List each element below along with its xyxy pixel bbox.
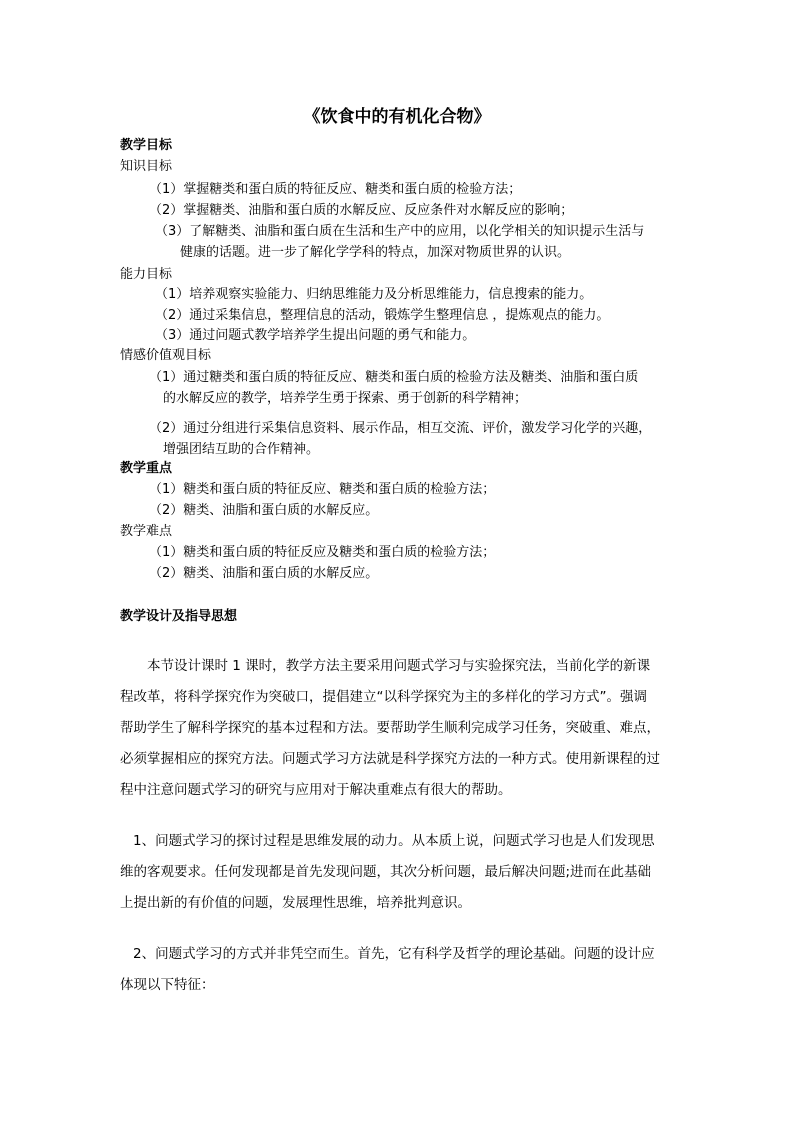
paragraph-line: 本节设计课时 1 课时，教学方法主要采用问题式学习与实验探究法，当前化学的新课 (147, 658, 651, 674)
design-paragraph-2 (120, 826, 655, 919)
ability-heading: 能力目标 (120, 267, 173, 282)
emotion-item-continued: 增强团结互助的合作精神。 (163, 442, 320, 457)
paragraph-line: 必须掌握相应的探究方法。问题式学习方法就是科学探究方法的一种方式。使用新课程的过 (120, 751, 660, 767)
document-title: 《饮食中的有机化合物》 (303, 107, 491, 127)
knowledge-item: （1）掌握糖类和蛋白质的特征反应、糖类和蛋白质的检验方法； (149, 182, 522, 197)
knowledge-item: （3）了解糖类、油脂和蛋白质在生活和生产中的应用，以化学相关的知识提示生活与 (155, 224, 645, 239)
paragraph-line: 帮助学生了解科学探究的基本过程和方法。要帮助学生顺利完成学习任务，突破重、难点， (120, 720, 660, 736)
ability-item: （2）通过采集信息，整理信息的活动，锻炼学生整理信息 ，提炼观点的能力。 (155, 308, 610, 323)
design-paragraph-1 (120, 651, 660, 806)
paragraph-line: 1、问题式学习的探讨过程是思维发展的动力。从本质上说，问题式学习也是人们发现思 (133, 833, 655, 849)
objectives-heading: 教学目标 (120, 138, 173, 153)
paragraph-line: 2、问题式学习的方式并非凭空而生。首先，它有科学及哲学的理论基础。问题的设计应 (133, 946, 655, 962)
ability-item: （3）通过问题式教学培养学生提出问题的勇气和能力。 (155, 328, 476, 343)
knowledge-item: （2）掌握糖类、油脂和蛋白质的水解反应、反应条件对水解反应的影响； (149, 203, 574, 218)
emotion-heading: 情感价值观目标 (120, 348, 212, 363)
difficulties-heading: 教学难点 (120, 524, 173, 539)
paragraph-line: 维的客观要求。任何发现都是首先发现问题，其次分析问题，最后解决问题;进而在此基础 (120, 864, 652, 880)
paragraph-line: 上提出新的有价值的问题，发展理性思维，培养批判意识。 (120, 895, 471, 911)
paragraph-line: 体现以下特征： (120, 977, 215, 993)
key-points-heading: 教学重点 (120, 461, 173, 476)
difficulty-item: （2）糖类、油脂和蛋白质的水解反应。 (149, 566, 379, 581)
emotion-item: （1）通过糖类和蛋白质的特征反应、糖类和蛋白质的检验方法及糖类、油脂和蛋白质 (149, 370, 639, 385)
paragraph-line: 程中注意问题式学习的研究与应用对于解决重难点有很大的帮助。 (120, 782, 512, 798)
key-point-item: （2）糖类、油脂和蛋白质的水解反应。 (149, 503, 379, 518)
difficulty-item: （1）糖类和蛋白质的特征反应及糖类和蛋白质的检验方法； (149, 545, 496, 560)
emotion-item-continued: 的水解反应的教学，培养学生勇于探索、勇于创新的科学精神； (163, 391, 528, 406)
knowledge-item-continued: 健康的话题。进一步了解化学学科的特点，加深对物质世界的认识。 (180, 245, 571, 260)
knowledge-heading: 知识目标 (120, 159, 173, 174)
paragraph-line: 程改革，将科学探究作为突破口，提倡建立“以科学探究为主的多样化的学习方式”。强调 (120, 689, 647, 705)
design-paragraph-3 (120, 939, 655, 1001)
key-point-item: （1）糖类和蛋白质的特征反应、糖类和蛋白质的检验方法； (149, 482, 496, 497)
ability-item: （1）培养观察实验能力、归纳思维能力及分析思维能力，信息搜索的能力。 (155, 287, 593, 302)
design-heading: 教学设计及指导思想 (120, 609, 238, 624)
emotion-item: （2）通过分组进行采集信息资料、展示作品，相互交流、评价，激发学习化学的兴趣， (149, 421, 652, 436)
